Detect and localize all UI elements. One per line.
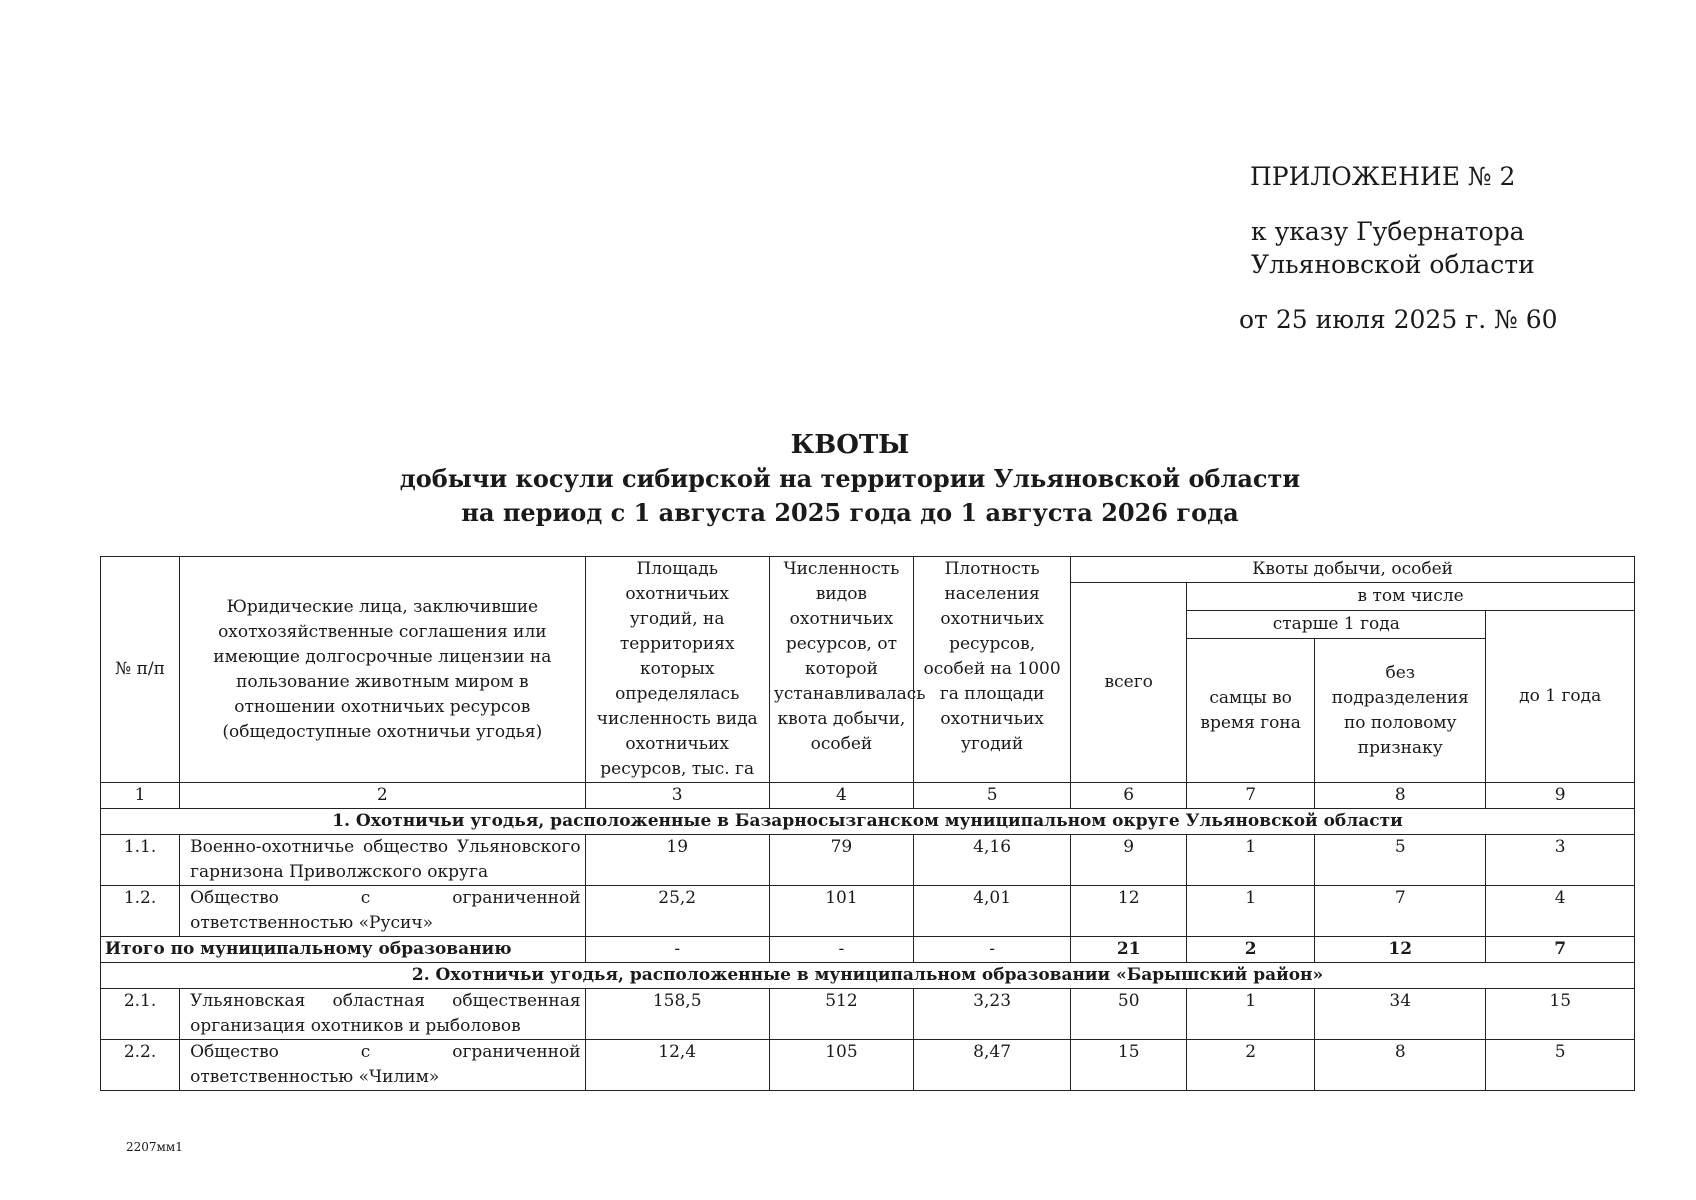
appendix-date: от 25 июля 2025 г. № 60 <box>1239 305 1558 334</box>
section-header-row <box>101 809 1635 835</box>
row-area: 25,2 <box>585 886 769 937</box>
subtotal-area: - <box>585 937 769 963</box>
row-num: 1.2. <box>101 886 180 937</box>
col-number: 9 <box>1486 783 1635 809</box>
subtotal-label: Итого по муниципальному образованию <box>101 937 586 963</box>
row-males: 2 <box>1187 1040 1315 1091</box>
subtotal-population: - <box>769 937 913 963</box>
subtotal-total: 21 <box>1071 937 1187 963</box>
row-density: 3,23 <box>914 989 1071 1040</box>
row-area: 19 <box>585 835 769 886</box>
row-num: 1.1. <box>101 835 180 886</box>
header-including: в том числе <box>1187 583 1635 611</box>
row-population: 105 <box>769 1040 913 1091</box>
row-density: 4,01 <box>914 886 1071 937</box>
col-number: 2 <box>180 783 585 809</box>
row-num: 2.1. <box>101 989 180 1040</box>
row-young: 4 <box>1486 886 1635 937</box>
row-num: 2.2. <box>101 1040 180 1091</box>
row-density: 4,16 <box>914 835 1071 886</box>
table-row <box>101 989 1635 1040</box>
appendix-block <box>1180 160 1560 336</box>
title-main: КВОТЫ <box>790 430 910 460</box>
header-males: самцы во время гона <box>1187 639 1315 783</box>
row-population: 101 <box>769 886 913 937</box>
row-total: 15 <box>1071 1040 1187 1091</box>
row-population: 512 <box>769 989 913 1040</box>
table-row <box>101 835 1635 886</box>
section-1-title: 1. Охотничьи угодья, расположенные в Базарносызганском муниципальном округе Ульяновской области <box>101 809 1635 835</box>
row-nosex: 34 <box>1315 989 1486 1040</box>
col-number: 6 <box>1071 783 1187 809</box>
header-entity: Юридические лица, заключившие охотхозяйственные соглашения или имеющие долгосрочные лицензии на пользование животным миром в отношении охотничьих ресурсов (общедоступные охотничьи угодья) <box>180 557 585 783</box>
column-numbers-row <box>101 783 1635 809</box>
row-entity: Общество с ограниченной ответственностью «Русич» <box>180 886 585 937</box>
header-area: Площадь охотничьих угодий, на территориях которых определялась численность вида охотничьих ресурсов, тыс. га <box>585 557 769 783</box>
row-area: 12,4 <box>585 1040 769 1091</box>
row-young: 5 <box>1486 1040 1635 1091</box>
header-total: всего <box>1071 583 1187 783</box>
col-number: 5 <box>914 783 1071 809</box>
subtotal-row <box>101 937 1635 963</box>
header-density: Плотность населения охотничьих ресурсов, особей на 1000 га площади охотничьих угодий <box>914 557 1071 783</box>
header-young: до 1 года <box>1486 611 1635 783</box>
header-nosex: без подразделения по половому признаку <box>1315 639 1486 783</box>
header-num: № п/п <box>101 557 180 783</box>
appendix-number: ПРИЛОЖЕНИЕ № 2 <box>1250 162 1516 191</box>
row-total: 12 <box>1071 886 1187 937</box>
row-entity: Ульяновская областная общественная организация охотников и рыболовов <box>180 989 585 1040</box>
row-entity: Общество с ограниченной ответственностью «Чилим» <box>180 1040 585 1091</box>
row-total: 9 <box>1071 835 1187 886</box>
row-density: 8,47 <box>914 1040 1071 1091</box>
footer-code: 2207мм1 <box>126 1140 183 1154</box>
title-period: на период с 1 августа 2025 года до 1 августа 2026 года <box>461 498 1239 527</box>
row-young: 3 <box>1486 835 1635 886</box>
row-young: 15 <box>1486 989 1635 1040</box>
row-males: 1 <box>1187 886 1315 937</box>
quota-table <box>100 556 1635 1091</box>
document-title <box>200 428 1500 530</box>
col-number: 3 <box>585 783 769 809</box>
row-nosex: 7 <box>1315 886 1486 937</box>
header-quota: Квоты добычи, особей <box>1071 557 1635 583</box>
title-subject: добычи косули сибирской на территории Ульяновской области <box>399 464 1301 493</box>
header-older: старше 1 года <box>1187 611 1486 639</box>
row-males: 1 <box>1187 989 1315 1040</box>
subtotal-nosex: 12 <box>1315 937 1486 963</box>
row-males: 1 <box>1187 835 1315 886</box>
table-row <box>101 1040 1635 1091</box>
table-row <box>101 886 1635 937</box>
col-number: 7 <box>1187 783 1315 809</box>
subtotal-density: - <box>914 937 1071 963</box>
section-header-row <box>101 963 1635 989</box>
col-number: 8 <box>1315 783 1486 809</box>
header-population: Численность видов охотничьих ресурсов, от которой устанавливалась квота добычи, особей <box>769 557 913 783</box>
row-total: 50 <box>1071 989 1187 1040</box>
col-number: 1 <box>101 783 180 809</box>
row-entity: Военно-охотничье общество Ульяновского гарнизона Приволжского округа <box>180 835 585 886</box>
subtotal-males: 2 <box>1187 937 1315 963</box>
row-nosex: 5 <box>1315 835 1486 886</box>
section-2-title: 2. Охотничьи угодья, расположенные в муниципальном образовании «Барышский район» <box>101 963 1635 989</box>
row-area: 158,5 <box>585 989 769 1040</box>
col-number: 4 <box>769 783 913 809</box>
appendix-region-line: Ульяновской области <box>1251 250 1535 279</box>
row-population: 79 <box>769 835 913 886</box>
appendix-decree-line: к указу Губернатора <box>1251 217 1525 246</box>
subtotal-young: 7 <box>1486 937 1635 963</box>
row-nosex: 8 <box>1315 1040 1486 1091</box>
